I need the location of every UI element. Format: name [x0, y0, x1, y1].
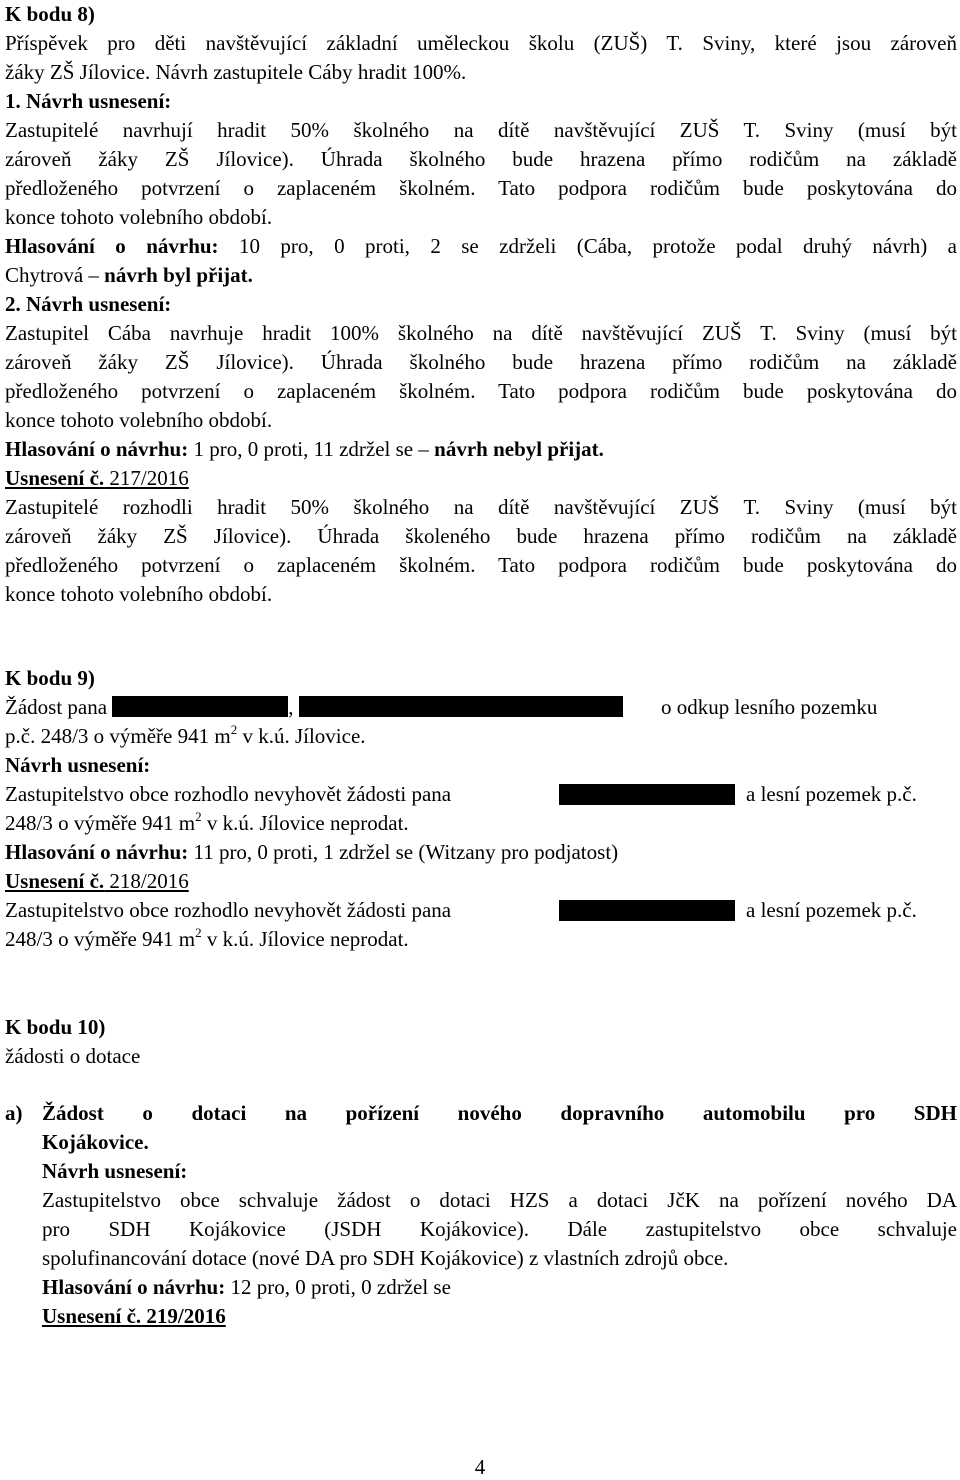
item9-request-parcel: p.č. 248/3 o výměře 941 $m^2$ v k.ú. Jílovice. — [5, 722, 366, 748]
item10-resolution-number: Usnesení č. 219/2016 — [42, 1304, 226, 1328]
item8-resolution-number: Usnesení č. 217/2016 — [5, 466, 189, 490]
item8-proposal2-line: Zastupitel Cába navrhuje hradit 100% školného na dítě navštěvující ZUŠ T. Sviny (musí být — [5, 321, 957, 345]
item10-a-title-line-1: Žádost o dotaci na pořízení nového dopravního automobilu pro SDH — [42, 1101, 957, 1125]
item9-request: Žádost pana , o odkup lesního pozemku — [5, 695, 878, 719]
item10-subheading: žádosti o dotace — [5, 1044, 141, 1068]
item8-proposal1-line: Zastupitelé navrhují hradit 50% školného na dítě navštěvující ZUŠ T. Sviny (musí být — [5, 118, 957, 142]
item8-resolution-line: předloženého potvrzení o zaplaceném školném. Tato podpora rodičům bude poskytována do — [5, 553, 957, 577]
item9-proposal-label: Návrh usnesení: — [5, 753, 151, 777]
redacted-address — [299, 696, 623, 717]
item10-heading: K bodu 10) — [5, 1015, 106, 1039]
item9-heading: K bodu 9) — [5, 666, 95, 690]
item10-vote: Hlasování o návrhu: 12 pro, 0 proti, 0 zdržel se — [42, 1275, 451, 1299]
item8-title-line-2: žáky ZŠ Jílovice. Návrh zastupitele Cáby hradit 100%. — [5, 60, 467, 84]
item9-resolution-parcel: 248/3 o výměře 941 $m^2$ v k.ú. Jílovice neprodat. — [5, 925, 409, 951]
item8-proposal1-label: 1. Návrh usnesení: — [5, 89, 172, 113]
item8-proposal2-label: 2. Návrh usnesení: — [5, 292, 172, 316]
item10-proposal-line: Zastupitelstvo obce schvaluje žádost o dotaci HZS a dotaci JčK na pořízení nového DA — [42, 1188, 957, 1212]
item8-proposal1-line: zároveň žáky ZŠ Jílovice). Úhrada školného bude hrazena přímo rodičům na základě — [5, 147, 957, 171]
item8-proposal2-line: konce tohoto volebního období. — [5, 408, 273, 432]
redacted-name — [559, 900, 735, 921]
item8-proposal1-line: konce tohoto volebního období. — [5, 205, 273, 229]
item8-vote1: Hlasování o návrhu: 10 pro, 0 proti, 2 se zdrželi (Cába, protože podal druhý návrh) a — [5, 234, 957, 258]
item8-title-line-1: Příspěvek pro děti navštěvující základní uměleckou školu (ZUŠ) T. Sviny, které jsou zároveň — [5, 31, 957, 55]
item8-proposal2-line: zároveň žáky ZŠ Jílovice). Úhrada školného bude hrazena přímo rodičům na základě — [5, 350, 957, 374]
item9-proposal-line: Zastupitelstvo obce rozhodlo nevyhovět žádosti pana a lesní pozemek p.č. — [5, 782, 917, 806]
item9-proposal-parcel: 248/3 o výměře 941 $m^2$ v k.ú. Jílovice neprodat. — [5, 809, 409, 835]
item10-proposal-label: Návrh usnesení: — [42, 1159, 188, 1183]
item8-vote1-result: Chytrová – návrh byl přijat. — [5, 263, 253, 287]
item8-vote2: Hlasování o návrhu: 1 pro, 0 proti, 11 zdržel se – návrh nebyl přijat. — [5, 437, 604, 461]
item10-a-marker: a) — [5, 1101, 23, 1125]
item8-resolution-line: zároveň žáky ZŠ Jílovice). Úhrada školeného bude hrazena přímo rodičům na základě — [5, 524, 957, 548]
item8-heading: K bodu 8) — [5, 2, 95, 26]
item9-vote: Hlasování o návrhu: 11 pro, 0 proti, 1 zdržel se (Witzany pro podjatost) — [5, 840, 619, 864]
item8-proposal1-line: předloženého potvrzení o zaplaceném školném. Tato podpora rodičům bude poskytována do — [5, 176, 957, 200]
item8-resolution-line: konce tohoto volebního období. — [5, 582, 273, 606]
item9-resolution-number: Usnesení č. 218/2016 — [5, 869, 189, 893]
item10-proposal-line: pro SDH Kojákovice (JSDH Kojákovice). Dále zastupitelstvo obce schvaluje — [42, 1217, 957, 1241]
redacted-name — [559, 784, 735, 805]
redacted-name — [112, 696, 288, 717]
item10-a-title-line-2: Kojákovice. — [42, 1130, 149, 1154]
item9-resolution-line: Zastupitelstvo obce rozhodlo nevyhovět žádosti pana a lesní pozemek p.č. — [5, 898, 917, 922]
item8-resolution-line: Zastupitelé rozhodli hradit 50% školného na dítě navštěvující ZUŠ T. Sviny (musí být — [5, 495, 957, 519]
item10-proposal-line: spolufinancování dotace (nové DA pro SDH Kojákovice) z vlastních zdrojů obce. — [42, 1246, 729, 1270]
item8-proposal2-line: předloženého potvrzení o zaplaceném školném. Tato podpora rodičům bude poskytována do — [5, 379, 957, 403]
page-number: 4 — [474, 1455, 486, 1479]
